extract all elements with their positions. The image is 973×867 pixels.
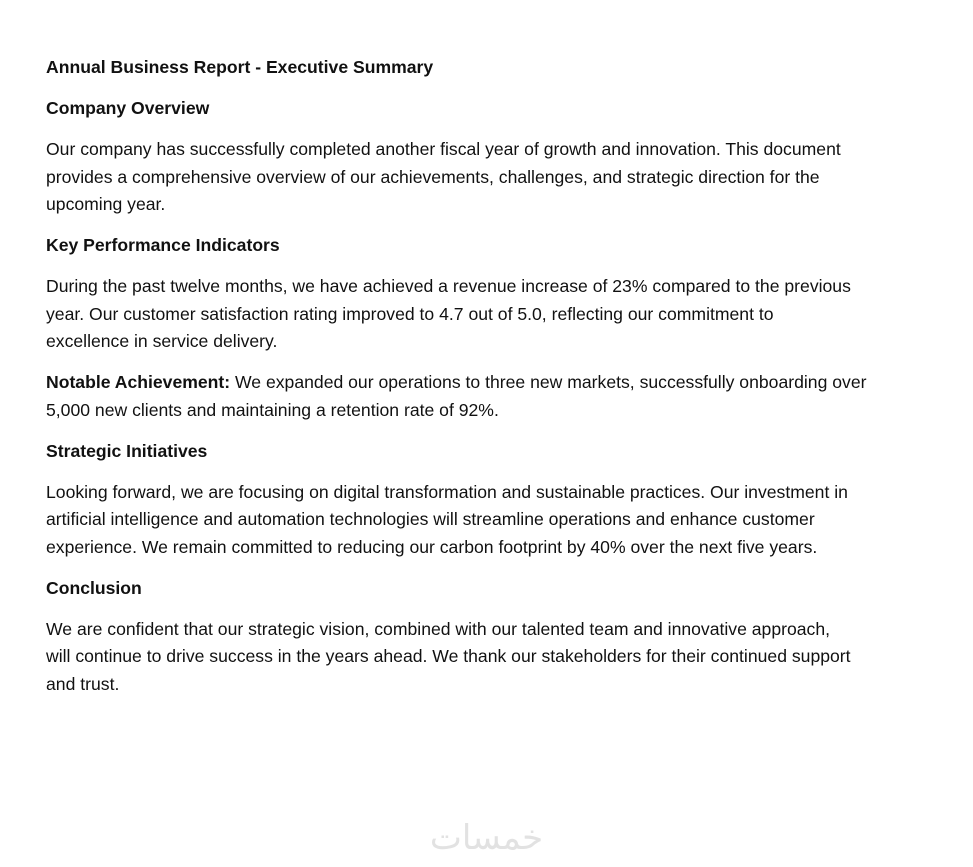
text-line: provides a comprehensive overview of our achievements, challenges, and strategic direction for the (46, 166, 820, 187)
text-line: We expanded our operations to three new markets, successfully onboarding over (230, 372, 867, 392)
text-line: year. Our customer satisfaction rating improved to 4.7 out of 5.0, reflecting our commitment to (46, 303, 774, 324)
text-line: We are confident that our strategic vision, combined with our talented team and innovative approach, (46, 618, 831, 639)
paragraph-notable-achievement (46, 369, 936, 424)
text-line: experience. We remain committed to reducing our carbon footprint by 40% over the next five years. (46, 536, 818, 557)
heading-kpi: Key Performance Indicators (46, 235, 280, 255)
heading-conclusion: Conclusion (46, 577, 142, 598)
document-title: Annual Business Report - Executive Summary (46, 57, 434, 77)
paragraph-strategic-initiatives (46, 479, 936, 562)
text-line: Our company has successfully completed another fiscal year of growth and innovation. This document (46, 139, 841, 159)
heading-company-overview: Company Overview (46, 98, 210, 118)
achievement-label: Notable Achievement: (46, 372, 231, 392)
watermark-logo: خمسات (429, 818, 544, 858)
text-line: will continue to drive success in the years ahead. We thank our stakeholders for their continued support (46, 646, 851, 666)
text-line: During the past twelve months, we have achieved a revenue increase of 23% compared to the previous (46, 276, 851, 296)
text-line: upcoming year. (46, 194, 166, 214)
paragraph-company-overview (46, 136, 936, 219)
text-line: artificial intelligence and automation technologies will streamline operations and enhance customer (46, 509, 815, 529)
text-line: and trust. (46, 673, 120, 694)
text-line: excellence in service delivery. (46, 331, 278, 351)
document-body (46, 54, 936, 712)
heading-strategic-initiatives: Strategic Initiatives (46, 440, 208, 461)
text-line: Looking forward, we are focusing on digital transformation and sustainable practices. Our investment in (46, 481, 848, 502)
text-line: 5,000 new clients and maintaining a retention rate of 92%. (46, 399, 499, 420)
paragraph-conclusion (46, 616, 936, 699)
paragraph-kpi (46, 273, 936, 356)
